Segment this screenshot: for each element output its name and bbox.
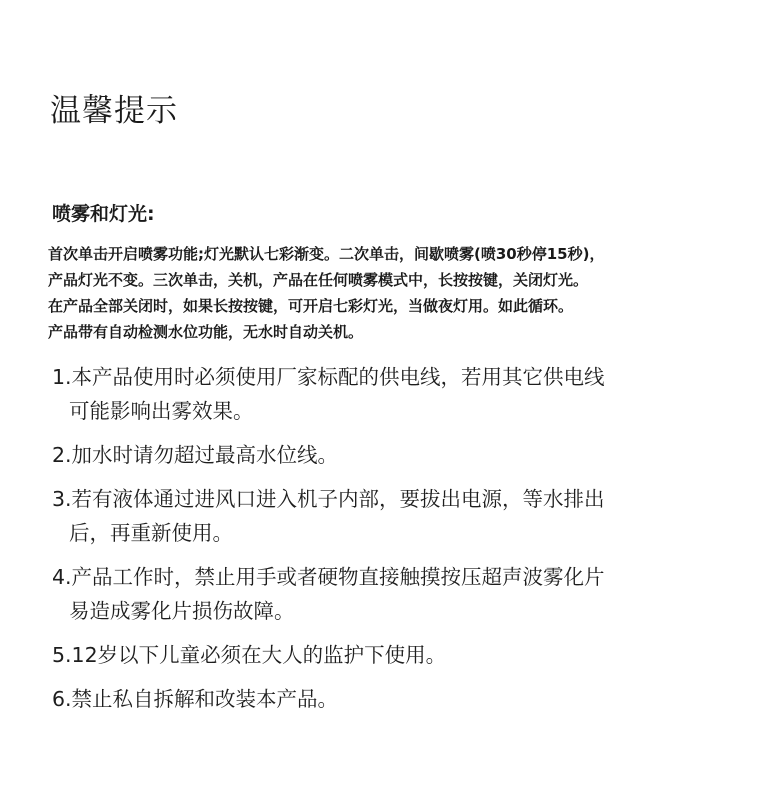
description-line: 产品灯光不变。三次单击，关机，产品在任何喷雾模式中，长按按键，关闭灯光。 [48, 271, 589, 289]
notice-item-1 [52, 360, 732, 428]
notice-item-5 [52, 638, 732, 672]
notice-item-2 [52, 438, 732, 472]
notice-line: 4.产品工作时，禁止用手或者硬物直接触摸按压超声波雾化片 [52, 565, 605, 589]
section-heading-spray-light: 喷雾和灯光: [52, 203, 155, 225]
notice-line: 后，再重新使用。 [69, 521, 233, 545]
notice-item-4 [52, 560, 732, 628]
spray-light-description [48, 241, 748, 345]
notice-list [52, 360, 732, 726]
notice-line: 可能影响出雾效果。 [69, 399, 254, 423]
page-title: 温馨提示 [50, 93, 178, 129]
notice-line: 3.若有液体通过进风口进入机子内部，要拔出电源，等水排出 [52, 487, 605, 511]
notice-line: 2.加水时请勿超过最高水位线。 [52, 443, 339, 467]
notice-line: 5.12岁以下儿童必须在大人的监护下使用。 [52, 643, 447, 667]
notice-line: 易造成雾化片损伤故障。 [69, 599, 295, 623]
description-line: 在产品全部关闭时，如果长按按键，可开启七彩灯光，当做夜灯用。如此循环。 [48, 297, 574, 315]
notice-item-6 [52, 682, 732, 716]
notice-line: 6.禁止私自拆解和改装本产品。 [52, 687, 339, 711]
notice-item-3 [52, 482, 732, 550]
description-line: 产品带有自动检测水位功能，无水时自动关机。 [48, 323, 364, 341]
notice-line: 1.本产品使用时必须使用厂家标配的供电线，若用其它供电线 [52, 365, 605, 389]
description-line: 首次单击开启喷雾功能;灯光默认七彩渐变。二次单击，间歇喷雾(喷30秒停15秒)， [48, 245, 605, 263]
